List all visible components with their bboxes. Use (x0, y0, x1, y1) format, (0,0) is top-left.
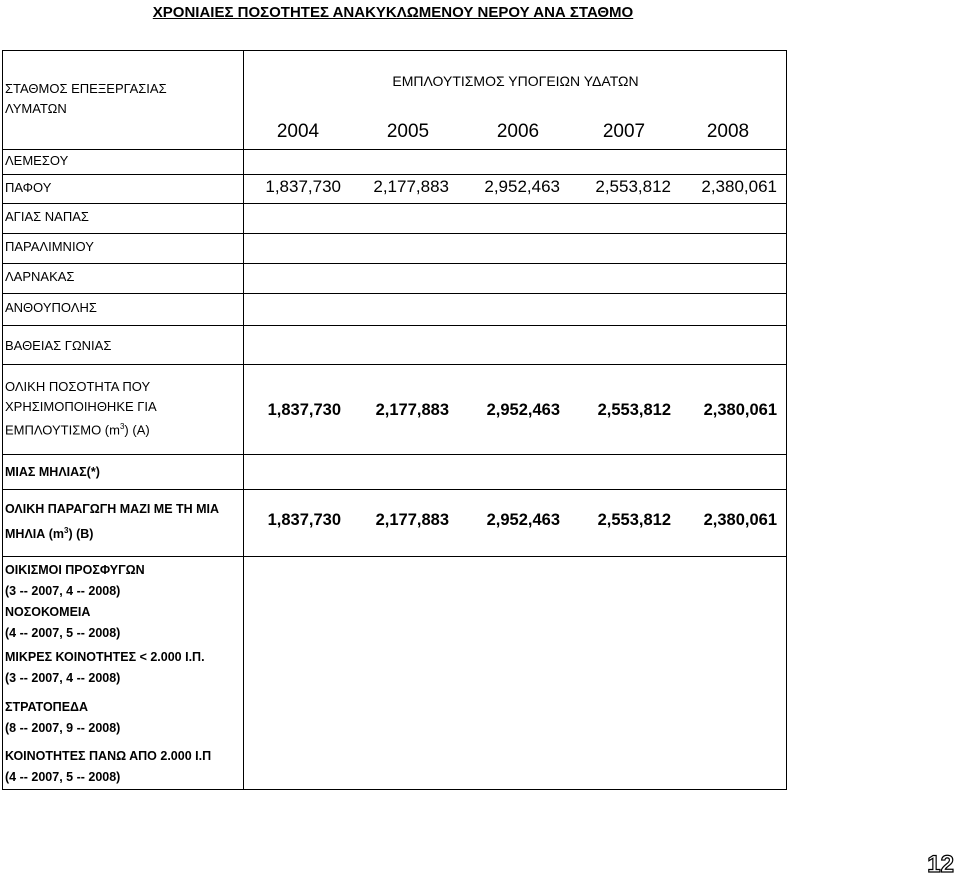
label-line: ΧΡΗΣΙΜΟΠΟΙΗΘΗΚΕ ΓΙΑ (5, 399, 157, 414)
row-label-refugee-settlements (5, 560, 145, 602)
row-label-camps (5, 697, 120, 739)
row-divider (3, 174, 786, 175)
row-label-small-communities (5, 647, 205, 689)
label-text: ΜΗΛΙΑ (m (5, 527, 65, 542)
row-divider (3, 149, 786, 150)
row-label-larnakas: ΛΑΡΝΑΚΑΣ (5, 269, 75, 284)
label-line: ΟΛΙΚΗ ΠΟΣΟΤΗΤΑ ΠΟΥ (5, 379, 151, 394)
value-cell: 2,177,883 (375, 511, 449, 529)
label-line (5, 417, 157, 440)
page-number: 12 (927, 851, 954, 878)
row-label-hospitals (5, 602, 120, 644)
row-label-paralimniou: ΠΑΡΑΛΙΜΝΙΟΥ (5, 239, 94, 254)
value-cell: 2,553,812 (595, 177, 671, 196)
label-line: ΟΛΙΚΗ ΠΑΡΑΓΩΓΗ ΜΑΖΙ ΜΕ ΤΗ ΜΙΑ (5, 502, 220, 516)
label-line: ΚΟΙΝΟΤΗΤΕΣ ΠΑΝΩ ΑΠΟ 2.000 Ι.Π (5, 749, 212, 763)
value-cell: 1,837,730 (265, 177, 341, 196)
column-divider (243, 51, 244, 789)
row-label-pafou: ΠΑΦΟΥ (5, 180, 52, 195)
label-text: ) (Α) (124, 422, 150, 438)
label-line: ΜΙΚΡΕΣ ΚΟΙΝΟΤΗΤΕΣ < 2.000 Ι.Π. (5, 650, 205, 664)
label-line: (4 -- 2007, 5 -- 2008) (5, 770, 121, 784)
row-label-vatheias-gonias: ΒΑΘΕΙΑΣ ΓΩΝΙΑΣ (5, 338, 112, 353)
value-cell: 2,380,061 (703, 511, 777, 529)
superscript: 3 (119, 422, 125, 431)
row-divider (3, 203, 786, 204)
value-cell: 2,952,463 (486, 401, 560, 419)
row-label-lemesou: ΛΕΜΕΣΟΥ (5, 153, 69, 168)
row-divider (3, 454, 786, 455)
superscript: 3 (64, 526, 69, 535)
row-divider (3, 233, 786, 234)
value-cell: 2,553,812 (597, 511, 671, 529)
row-label-total-recharge (5, 377, 157, 440)
year-header: 2007 (602, 121, 646, 142)
row-label-anthoupolis: ΑΝΘΟΥΠΟΛΗΣ (5, 300, 97, 315)
value-cell: 2,177,883 (373, 177, 449, 196)
label-text: ΕΜΠΛΟΥΤΙΣΜΟ (m (5, 422, 120, 438)
label-text: ) (Β) (68, 527, 94, 542)
value-cell: 2,952,463 (486, 511, 560, 529)
value-cell: 2,553,812 (597, 401, 671, 419)
row-label-mias-mhlias: ΜΙΑΣ ΜΗΛΙΑΣ(*) (5, 465, 100, 479)
page-title: ΧΡΟΝΙΑΙΕΣ ΠΟΣΟΤΗΤΕΣ ΑΝΑΚΥΚΛΩΜΕΝΟΥ ΝΕΡΟΥ ΑΝΑ ΣΤΑΘΜΟ (152, 4, 634, 21)
value-cell: 2,952,463 (484, 177, 560, 196)
station-header-line: ΛΥΜΑΤΩΝ (5, 101, 67, 116)
row-divider (3, 489, 786, 490)
value-cell: 2,177,883 (375, 401, 449, 419)
label-line: ΝΟΣΟΚΟΜΕΙΑ (5, 605, 91, 619)
label-line: ΣΤΡΑΤΟΠΕΔΑ (5, 700, 89, 714)
data-table (2, 50, 787, 790)
station-header (5, 79, 167, 119)
row-divider (3, 293, 786, 294)
label-line: (3 -- 2007, 4 -- 2008) (5, 584, 121, 598)
row-label-total-production (5, 499, 219, 545)
row-divider (3, 325, 786, 326)
row-divider (3, 364, 786, 365)
row-divider (3, 556, 786, 557)
label-line: ΟΙΚΙΣΜΟΙ ΠΡΟΣΦΥΓΩΝ (5, 563, 145, 577)
row-label-large-communities (5, 746, 211, 788)
value-cell: 2,380,061 (703, 401, 777, 419)
year-header: 2005 (386, 121, 430, 142)
label-line: (8 -- 2007, 9 -- 2008) (5, 721, 121, 735)
label-line: (3 -- 2007, 4 -- 2008) (5, 671, 121, 685)
label-line (5, 520, 219, 545)
value-cell: 1,837,730 (267, 511, 341, 529)
year-header: 2008 (706, 121, 750, 142)
label-line: (4 -- 2007, 5 -- 2008) (5, 626, 121, 640)
row-label-agias-napas: ΑΓΙΑΣ ΝΑΠΑΣ (5, 209, 89, 224)
value-cell: 2,380,061 (701, 177, 777, 196)
row-divider (3, 263, 786, 264)
year-header: 2004 (276, 121, 320, 142)
group-header: ΕΜΠΛΟΥΤΙΣΜΟΣ ΥΠΟΓΕΙΩΝ ΥΔΑΤΩΝ (392, 73, 639, 89)
station-header-line: ΣΤΑΘΜΟΣ ΕΠΕΞΕΡΓΑΣΙΑΣ (5, 81, 167, 96)
value-cell: 1,837,730 (267, 401, 341, 419)
year-header: 2006 (496, 121, 540, 142)
